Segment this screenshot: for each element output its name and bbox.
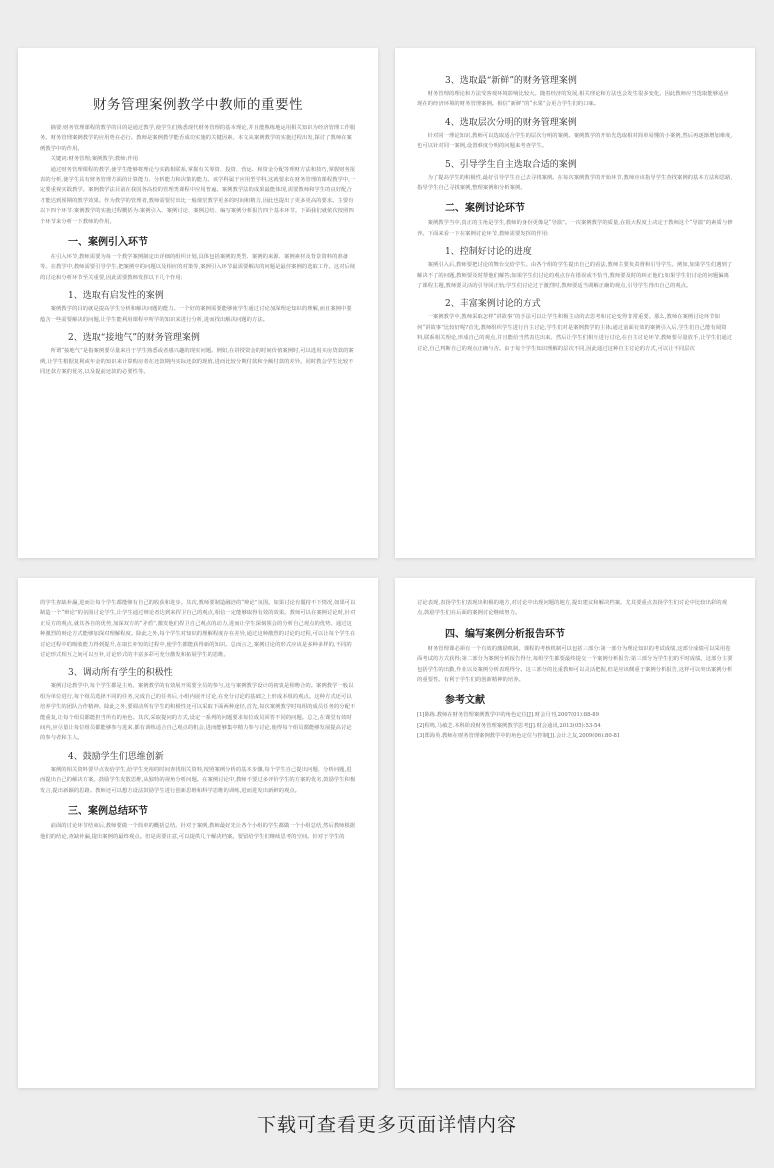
subsection-1-3-paragraph: 财务管理的理论和方法受客观环境影响比较大。随着经济的发展,相关理论和方法也会发生很多变化。因此教师应当选取能够适应现在的经济环境的财务管理案例。相信“新鲜”的“水果”会更合学生们的口味。 — [417, 91, 729, 108]
subsection-2-2-paragraph: 一案例教学中,教师采取怎样“讲故事”的手法可以让学生积极主动的去思考和讨论变得非常重要。那么,教师在案例讨论环节如何“讲故事”比较好呢?首先,教师组织学生进行自主讨论,学生们对是案例教学的主体;通过前面有效的案例引入后,学生们自己能有阅资料,联系相关理论,形成自己的观点,并且能给当然表达出来。然后让学生们相互进行讨论,在自主讨论环节,教师要尽量放手,让学生们通过讨论,自己判断自己的观点正确与否。由于每个学生知识理解的层次不同,因此通过这种自主讨论的方式,可以让不同层次 — [417, 314, 733, 352]
section-heading-4: 四、编写案例分析报告环节 — [445, 628, 565, 640]
section-4-paragraph: 财务管理课必须有一个有效的激励机制。课程的考核机制可以包括三部分:第一部分为理论知识的考试成绩,这部分成绩可以采用卷面考试的方式获得;第二部分为案例分析报告得分,每组学生都要最终提交一个案例分析报告;第三部分为学生们的平时成绩。这部分主要包括学生的出勤,作业以及案例分析表现得分。这三部分的比重教师可以灵活把握,但是应该侧重于案例分析报告,这样可以突出案例分析的重要性。有利于学生们的创新精神的培养。 — [417, 645, 733, 684]
section-1-paragraph: 在引入环节,教师需要为每一个教学案例制定出详细的组织计划,具体包括案例的类型、案例的来源、案例素材及背景资料的准备等。在教学中,教师需要引导学生,把案例中的问题以及相应的对策等,案例引入环节最需要解决的问题是最佳案例的选取工作。这对后续的讨论和分析环节至关重要,因此需要教师发挥以下几个作用: — [40, 254, 356, 281]
download-more-link[interactable]: 下载可查看更多页面详情内容 — [256, 1114, 517, 1136]
document-page-1 — [18, 48, 378, 558]
continued-paragraph: 讨论表现,表扬学生们表现出积极的地方,对讨论中出现问题的地方,提出建议和解决档案。尤其要重点表扬学生们讨论中比较出彩的观点,鼓励学生们在后面的案例讨论继续努力。 — [417, 600, 727, 617]
subsection-2-3-paragraph: 案例讨论教学中,每个学生都是主角。案例教学的有效展开需要全员的参与,这与案例教学设计的初衷是相吻合的。案例教学一般以组为单位进行,每个组员选择不同的任务,完成自己的任务后,小组内展开讨论,在充分讨论的基础之上形成本组的观点。这种方式还可以培养学生的团队合作精神。除此之外,要调动所有学生的积极性还可以采取下面两种途径,首先,每次案例教学时每组的成员任务的分配不能重复,让每个组员都能担当所有的角色。其次,采取提问的方式,设定一系列的问题要求每位成员回答不同的问题。总之,在课堂有效时间内,应尽量让每位组员都能够参与进来,都有训练适合自己观点的机会,进而能够集中精力参与讨论,使得每个组员都能够发展提高讨论的参与者和主人。 — [40, 683, 356, 742]
reference-item: [1]陈栋.教师在财务管理案例教学中的角色定位[J].财会月刊,2007(01):88-89 — [417, 712, 600, 719]
references-heading: 参考文献 — [445, 695, 485, 707]
intro-paragraph: 通过财务管理课程的教学,使学生能够将理论与实践相联系,掌握有关筹资、投资、营运、和资金分配等理财方法和技巧,掌握财务报表的分析,使学生具有财务管理方面的计算能力、分析能力和决策的能力。该学科属于应用型学科,这就要求在财务管理的课程教学中,一定要重视实践教学。案例教学法目前在我国各高校的管理类课程中应用普遍。案例教学法的成果最能体现,需要教师和学生的良好配合才能达到预期的教学效果。作为教学的管理者,教师需要付出比一般课堂教学更多的时间和精力,因此也提出了更多更高的要求。主要有以下四个环节:案例教学的实施过程概括为:案例引入、案例讨论、案例总结、编写案例分析报告四个基本环节。下面我们就依次按照四个环节来分析一下教师的作用。 — [40, 166, 356, 225]
subheading-2-4: 4、鼓励学生们思维创新 — [68, 751, 164, 762]
reference-item: [3]郑海英.教师在财务管理案例教学中的角色定位与控制[J].会计之友,2009(06):80-81 — [417, 733, 621, 740]
subheading-2-3: 3、调动所有学生的积极性 — [68, 668, 173, 679]
subsection-2-1-paragraph: 案例引入后,教师要把讨论的舞台交给学生。由各个组的学生提出自己的看法,教师主要负责督和引导学生。例如,如果学生们遇到了解决不了的问题,教师要及时帮他们解答;如果学生们讨论的观点存在错误或不恰当,教师要及时的纠正他们;如果学生们讨论的问题偏离了课程主题,教师要灵活的引导回正轨;学生们讨论过于激烈时,教师要适当调解正确的观点,引导学生得出自己的观点。 — [417, 262, 733, 290]
subsection-1-1-paragraph: 案例教学的目的就是提高学生分析和解决问题的能力。一个好的案例需要能够使学生通过讨论加深理论知识的理解,而且案例中要蕴含一些需要解决的问题,让学生能利用课程中所学的知识来进行分析,进而找出解决问题的方法。 — [40, 306, 352, 323]
article-title: 财务管理案例教学中教师的重要性 — [93, 97, 303, 113]
keywords-text: 关键词:财务管理;案例教学;教师;作用 — [50, 156, 139, 163]
abstract-text: 摘要:财务管理课程的教学的目的是通过教学,使学生们熟悉现代财务管理的基本理论,并且能熟练地运用相关知识为经济管理工作服务。财务管理案例教学的应用势在必行。教师是案例教学能否成功实施的关键因素。本文从案例教学的实施过程出发,探讨了教师在案例教学中的作用。 — [40, 125, 356, 152]
subheading-1-4: 4、选取层次分明的财务管理案例 — [445, 117, 577, 128]
section-heading-1: 一、案例引入环节 — [68, 237, 148, 249]
subheading-2-1: 1、控制好讨论的进度 — [445, 247, 532, 258]
subheading-2-2: 2、丰富案例讨论的方式 — [445, 299, 541, 310]
section-3-paragraph: 前面的讨论环节结束后,教师要做一个简单的概括总结。针对于案例,教师最好先让各个小组的学生都做一个小组总结,然后教师根据他们的结论,查缺补漏,提出案例的最终观点。但是需要注意,可以提供几个解决档案。要留给学生们继续思考的空间。针对于学生的 — [40, 823, 356, 840]
document-page-3 — [18, 578, 378, 1088]
subheading-1-2: 2、选取“接地气”的财务管理案例 — [68, 333, 200, 344]
document-page-4 — [395, 578, 755, 1088]
section-heading-3: 三、案例总结环节 — [68, 806, 148, 818]
subsection-1-5-paragraph: 为了提高学生的积极性,最好引导学生自己去寻找案例。在每次案例教学的开始环节,教师应该指导学生查找案例的基本方法和思路,指导学生自己寻找案例,整理案例和分析案例。 — [417, 174, 733, 192]
reference-item: [2]程鸣,马敏芝.本科阶段财务管理案例教学思考[J].财会通讯,2013(05):53-54 — [417, 722, 601, 729]
section-2-paragraph: 案例教学当中,真正的主角是学生,教师的身份更像是“导演”。一次案例教学的质量,在很大程度上决定于教师这个“导演”的素质与修养。下面来看一下在案例讨论环节,教师需要发挥的作用: — [417, 220, 733, 237]
section-heading-2: 二、案例讨论环节 — [445, 203, 525, 215]
subheading-1-5: 5、引导学生自主选取合适的案例 — [445, 159, 577, 170]
subsection-2-4-paragraph: 案例的相关资料要早点发给学生,给学生充裕的时间查找相关资料,按照案例分析的基本步骤,每个学生自己提出问题、分析问题,进而提出自己的解决方案。鼓励学生发散思维,从独特的视角分析问题。在案例讨论中,教师不要过多评价学生的方案的优劣,鼓励学生积极发言,提出新颖的思路。教师还可以想方设法鼓励学生进行创新思维和科学思维的训练,进而进发出新鲜的观点。 — [40, 766, 356, 794]
document-page-2 — [395, 48, 755, 558]
subsection-1-4-paragraph: 针对同一理论知识,教师可以选取适合学生的层次分明的案例。案例教学的开始先选取相对简单易懂的小案例,然后再逐渐增加难度,也可以针对同一案例,设置难度分明的问题来考查学生。 — [417, 132, 733, 150]
subsection-1-2-paragraph: 所谓“接地气”是指案例要尽量来自于学生熟悉或者感兴趣的现实问题。例如,在讲授资金的时间价值案例时,可以选用买房贷款的案例,让学生根据复利或年金的知识来计算购房者在还款期内实际还款的现值,进而比较分期付款和全额付款的差异。同时教会学生比较不同还款方案的优劣,以及提前还款的必要性等。 — [40, 348, 354, 375]
subheading-1-1: 1、选取有启发性的案例 — [68, 291, 164, 302]
subheading-1-3: 3、选取最“新鲜”的财务管理案例 — [445, 76, 577, 86]
continued-paragraph: 的学生查缺补漏,进而让每个学生都能够有自己的收获和进步。其次,教师要制造融洽的“辩论”氛围。如果讨论有僵持不下情况,如果可以制造一个“辩论”的氛围讨论学生,让学生通过辩论者达到来捍卫自己的观点,相信一定能够取得有效的效果。教师可以在案例讨论时,针对正反方的观点,就其各自的优势,加深双方的“矛盾”,激发他们捍卫自己观点的动力,进而让学生深刻领会的分析自己观点的优势。通过这种激烈的辩论方式能够加深对理解程度。除此之外,每个学生对知识的理解程度存在差异,通过这种激烈的讨论的过程,可以让每个学生在讨论过程中的吸收能力得到提升,在取长补短的过程中,使学生都能获得新的知识。总而言之,案例讨论的形式应该是多种多样的,不同的讨论形式相互之间可以互补,讨论形式的丰富多彩可充分激发和拓展学生的思维。 — [40, 600, 356, 659]
